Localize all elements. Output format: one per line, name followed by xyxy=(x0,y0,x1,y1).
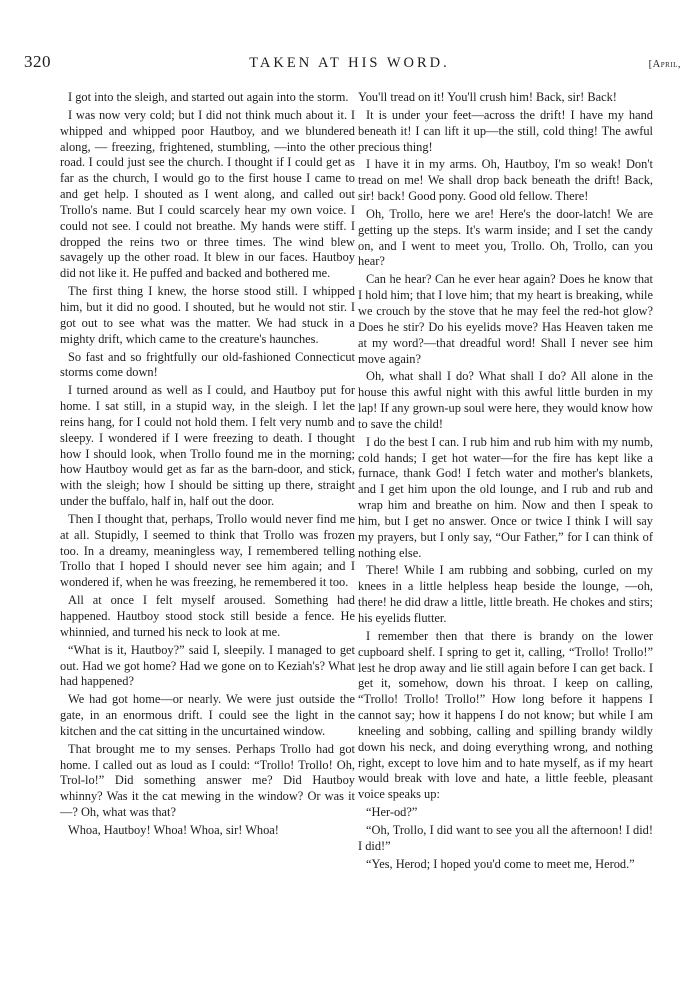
paragraph: Oh, what shall I do? What shall I do? All alone in the house this awful night with this awful little burden in my lap! If any grown-up soul were here, they would know how to save the child! xyxy=(358,369,653,431)
running-title: TAKEN AT HIS WORD. xyxy=(249,55,450,71)
paragraph: It is under your feet—across the drift! I have my hand beneath it! I can lift it up—the still, cold thing! The awful precious thing! xyxy=(358,107,653,154)
paragraph: We had got home—or nearly. We were just outside the gate, in an enormous drift. I could see the light in the kitchen and the cat sitting in the uncurtained window. xyxy=(60,692,355,738)
paragraph: Then I thought that, perhaps, Trollo would never find me at all. Stupidly, I seemed to think that Trollo was frozen too. In a dreamy, meaningless way, I remembered telling Trollo that I hoped I should never see him again; and I wondered if, when he was freezing, he remembered it too. xyxy=(60,511,355,590)
paragraph: I do the best I can. I rub him and rub him with my numb, cold hands; I get hot water—for the fire has kept like a furnace, thank God! I fetch water and mother's blankets, and I get him upon the old lounge, and I rub and rub and wrap him and breathe on him. Now and then I speak to him, but I get no answer. Once or twice I think I will say my prayers, but I only say, “Our Father,” for I can think of nothing else. xyxy=(358,434,653,560)
paragraph: Can he hear? Can he ever hear again? Does he know that I hold him; that I love him; that my heart is breaking, while we crouch by the stove that he may feel the red-hot glow? Does he stir? Do his eyelids move? Has Heaven taken me at my word?—that dreadful word! Shall I never see him move again? xyxy=(358,272,653,366)
paragraph: Whoa, Hautboy! Whoa! Whoa, sir! Whoa! xyxy=(68,822,279,837)
paragraph: I remember then that there is brandy on the lower cupboard shelf. I spring to get it, calling, “Trollo! Trollo!” lest he drop away and lie still again before I can get back. I get it, somehow, down his throat. I keep on calling, “Trollo! Trollo! Trollo!” How long before it happens I cannot say; how it happens I do not know; but while I am kneeling and sobbing, calling and spilling brandy wildly down his neck, and doing everything wrong, and nothing right, except to love him and to hate myself, as if my heart would break with love and hate, a little feeble, pleasant voice speaks up: xyxy=(358,628,653,802)
page-number: 320 xyxy=(24,52,51,71)
paragraph: You'll tread on it! You'll crush him! Back, sir! Back! xyxy=(358,90,617,104)
left-column xyxy=(60,90,355,841)
paragraph: That brought me to my senses. Perhaps Trollo had got home. I called out as loud as I could: “Trollo! Trollo! Oh, Trol-lo!” Did something answer me? Did Hautboy whinny? Was it the cat mewing in the window? Or was it—? Oh, what was that? xyxy=(60,741,355,820)
right-column xyxy=(358,90,653,875)
paragraph: The first thing I knew, the horse stood still. I whipped him, but it did no good. I shouted, but he would not stir. I got out to see what was the matter. We had stuck in a mighty drift, which came to the creature's haunches. xyxy=(60,284,355,346)
month-label: [April, xyxy=(648,59,681,70)
paragraph: All at once I felt myself aroused. Something had happened. Hautboy stood stock still beside a fence. He whinnied, and turned his neck to look at me. xyxy=(60,593,355,639)
paragraph: I was now very cold; but I did not think much about it. I whipped and whipped poor Hautboy, and we blundered along, — freezing, frightened, stumbling, —into the other road. I could just see the church. I thought if I could get as far as the church, I would go to the first house I came to and get help. I shouted as I went along, and called out Trollo's name. But I could scarcely hear my own voice. I could not see. I could not breathe. My hands were stiff. I dropped the reins two or three times. The wind blew savagely up the other road. It blew in our faces. Hautboy did not like it. He puffed and backed and bothered me. xyxy=(60,107,355,281)
paragraph: “What is it, Hautboy?” said I, sleepily. I managed to get out. Had we got home? Had we gone on to Keziah's? What had happened? xyxy=(60,642,355,689)
paragraph: “Her-od?” xyxy=(366,805,418,820)
paragraph: I got into the sleigh, and started out again into the storm. xyxy=(68,90,349,104)
paragraph: There! While I am rubbing and sobbing, curled on my knees in a little helpless heap beside the lounge, —oh, there! he did draw a little, little breath. He chokes and stirs; his eyelids flutter. xyxy=(358,563,653,625)
paragraph: “Oh, Trollo, I did want to see you all the afternoon! I did! I did!” xyxy=(358,822,653,853)
paragraph: I turned around as well as I could, and Hautboy put for home. I sat still, in a stupid way, in the sleigh. I let the reins hang, for I could not hold them. I felt very numb and sleepy. I wondered if I were freezing to death. I thought how I should look, when Trollo found me in the morning; how Hautboy would get as far as the barn-door, and stick, with the sleigh; how I should be sitting up there, straight under the buffalo, half in, half out the door. xyxy=(60,383,355,509)
paragraph: Oh, Trollo, here we are! Here's the door-latch! We are getting up the steps. It's warm inside; and I set the candy on, and I went to meet you, Trollo. Oh, Trollo, can you hear? xyxy=(358,206,653,269)
paragraph: “Yes, Herod; I hoped you'd come to meet me, Herod.” xyxy=(366,856,635,871)
paragraph: I have it in my arms. Oh, Hautboy, I'm so weak! Don't tread on me! We shall drop back beneath the drift! Back, sir! back! Good pony. Good old fellow. There! xyxy=(358,157,653,204)
paragraph: So fast and so frightfully our old-fashioned Connecticut storms come down! xyxy=(60,349,355,380)
